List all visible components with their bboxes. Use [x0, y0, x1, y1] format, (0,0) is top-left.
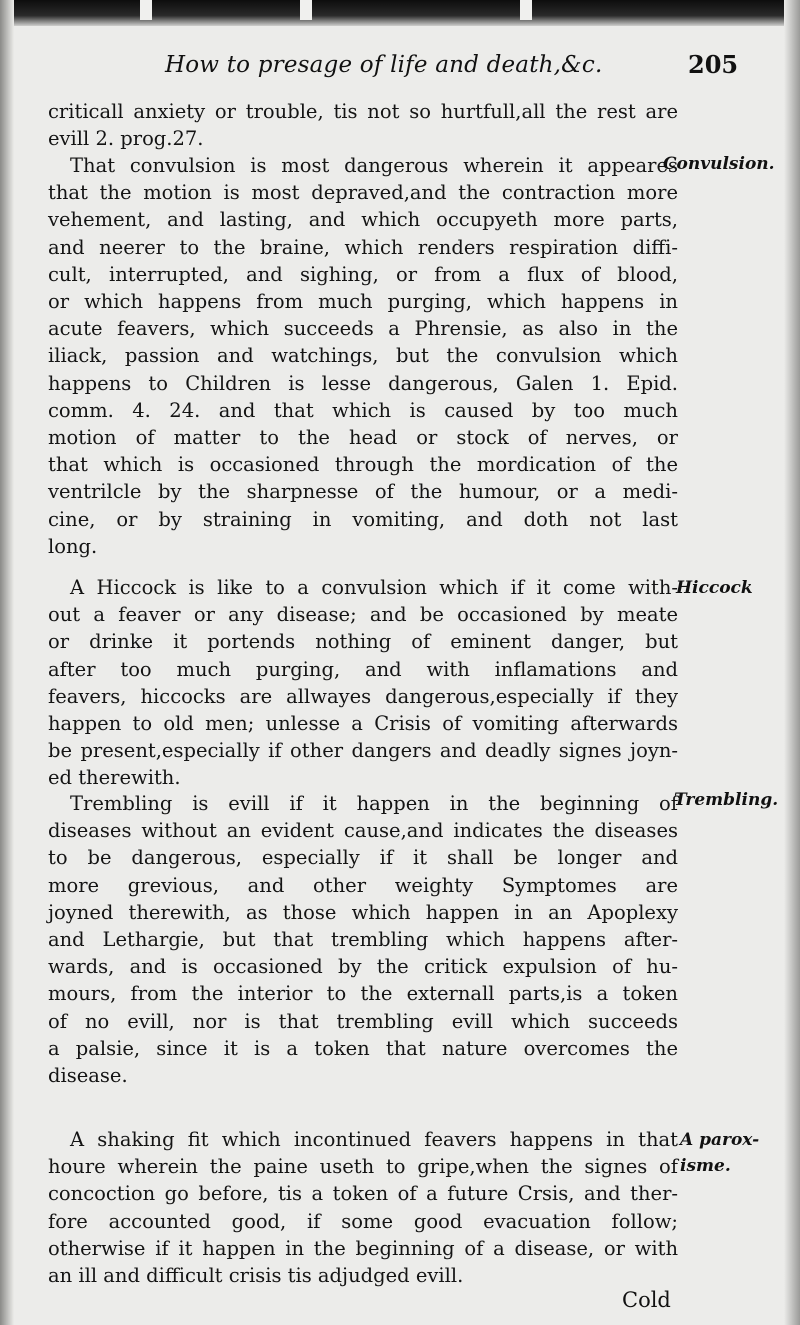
- paragraph-hiccock: [48, 574, 678, 792]
- text-line: motion of matter to the head or stock of nerves, or: [48, 426, 678, 450]
- text-line: That convulsion is most dangerous wherein it appeares: [70, 154, 678, 177]
- text-line: after too much purging, and with inflamations and: [48, 657, 678, 681]
- text-line: happens to Children is lesse dangerous, Galen 1. Epid.: [48, 371, 678, 395]
- text-line: to be dangerous, especially if it shall be longer and: [48, 846, 678, 870]
- text-line: diseases without an evident cause,and indicates the diseases: [48, 819, 678, 843]
- text-line: happen to old men; unlesse a Crisis of vomiting afterwards: [48, 712, 678, 736]
- paragraph-convulsion: [48, 152, 678, 560]
- text-line: or which happens from much purging, which happens in: [48, 290, 678, 314]
- text-line: vehement, and lasting, and which occupyeth more parts,: [48, 208, 678, 232]
- text-line: iliack, passion and watchings, but the convulsion which: [48, 344, 678, 368]
- text-line: disease.: [48, 1064, 128, 1088]
- text-line: or drinke it portends nothing of eminent danger, but: [48, 630, 678, 654]
- text-line: fore accounted good, if some good evacuation follow;: [48, 1209, 678, 1233]
- margin-note-hiccock: Hiccock: [676, 578, 753, 598]
- text-line: wards, and is occasioned by the critick expulsion of hu-: [48, 955, 678, 979]
- paragraph-trembling: [48, 790, 678, 1089]
- page-top-shadow: [0, 0, 800, 26]
- text-line: more grevious, and other weighty Symptomes are: [48, 873, 678, 897]
- text-line: cine, or by straining in vomiting, and doth not last: [48, 507, 678, 531]
- gutter-shadow: [0, 0, 14, 1325]
- text-line: be present,especially if other dangers and deadly signes joyn-: [48, 739, 678, 763]
- page-top-notch: [520, 0, 532, 20]
- text-line: A Hiccock is like to a convulsion which if it come with-: [70, 576, 678, 599]
- text-line: of no evill, nor is that trembling evill which succeeds: [48, 1009, 678, 1033]
- catchword: Cold: [622, 1288, 671, 1312]
- margin-note-paroxisme-1: A parox-: [680, 1130, 760, 1150]
- text-line: cult, interrupted, and sighing, or from a flux of blood,: [48, 262, 678, 286]
- paragraph: [48, 98, 678, 152]
- text-line: ed therewith.: [48, 766, 181, 790]
- text-line: an ill and difficult crisis tis adjudged evill.: [48, 1264, 464, 1288]
- text-line: that the motion is most depraved,and the contraction more: [48, 181, 678, 205]
- text-line: a palsie, since it is a token that nature overcomes the: [48, 1036, 678, 1060]
- text-line: and neerer to the braine, which renders respiration diffi-: [48, 235, 678, 259]
- text-line: comm. 4. 24. and that which is caused by too much: [48, 398, 678, 422]
- text-line: evill 2. prog.27.: [48, 127, 204, 151]
- page-top-notch: [300, 0, 312, 20]
- text-line: Trembling is evill if it happen in the beginning of: [70, 792, 678, 815]
- page-number: 205: [688, 50, 739, 79]
- text-line: out a feaver or any disease; and be occasioned by meate: [48, 603, 678, 627]
- edge-shadow: [784, 0, 800, 1325]
- text-line: that which is occasioned through the mordication of the: [48, 453, 678, 477]
- text-line: mours, from the interior to the externall parts,is a token: [48, 982, 678, 1006]
- text-line: houre wherein the paine useth to gripe,when the signes of: [48, 1155, 678, 1179]
- paragraph-paroxisme: [48, 1126, 678, 1289]
- text-line: feavers, hiccocks are allwayes dangerous,especially if they: [48, 684, 678, 708]
- text-line: otherwise if it happen in the beginning of a disease, or with: [48, 1236, 678, 1260]
- margin-note-trembling: Trembling.: [674, 790, 779, 810]
- text-line: ventrilcle by the sharpnesse of the humour, or a medi-: [48, 480, 678, 504]
- text-line: A shaking fit which incontinued feavers happens in that: [70, 1128, 678, 1151]
- text-line: concoction go before, tis a token of a future Crsis, and ther-: [48, 1182, 678, 1206]
- text-line: and Lethargie, but that trembling which happens after-: [48, 928, 678, 952]
- text-line: joyned therewith, as those which happen in an Apoplexy: [48, 900, 678, 924]
- margin-note-paroxisme-2: isme.: [680, 1156, 731, 1176]
- text-line: criticall anxiety or trouble, tis not so hurtfull,all the rest are: [48, 100, 678, 123]
- margin-note-convulsion: Convulsion.: [663, 154, 775, 174]
- running-title: How to presage of life and death,&c.: [165, 52, 603, 78]
- text-line: acute feavers, which succeeds a Phrensie, as also in the: [48, 317, 678, 341]
- page-top-notch: [140, 0, 152, 20]
- text-line: long.: [48, 534, 98, 558]
